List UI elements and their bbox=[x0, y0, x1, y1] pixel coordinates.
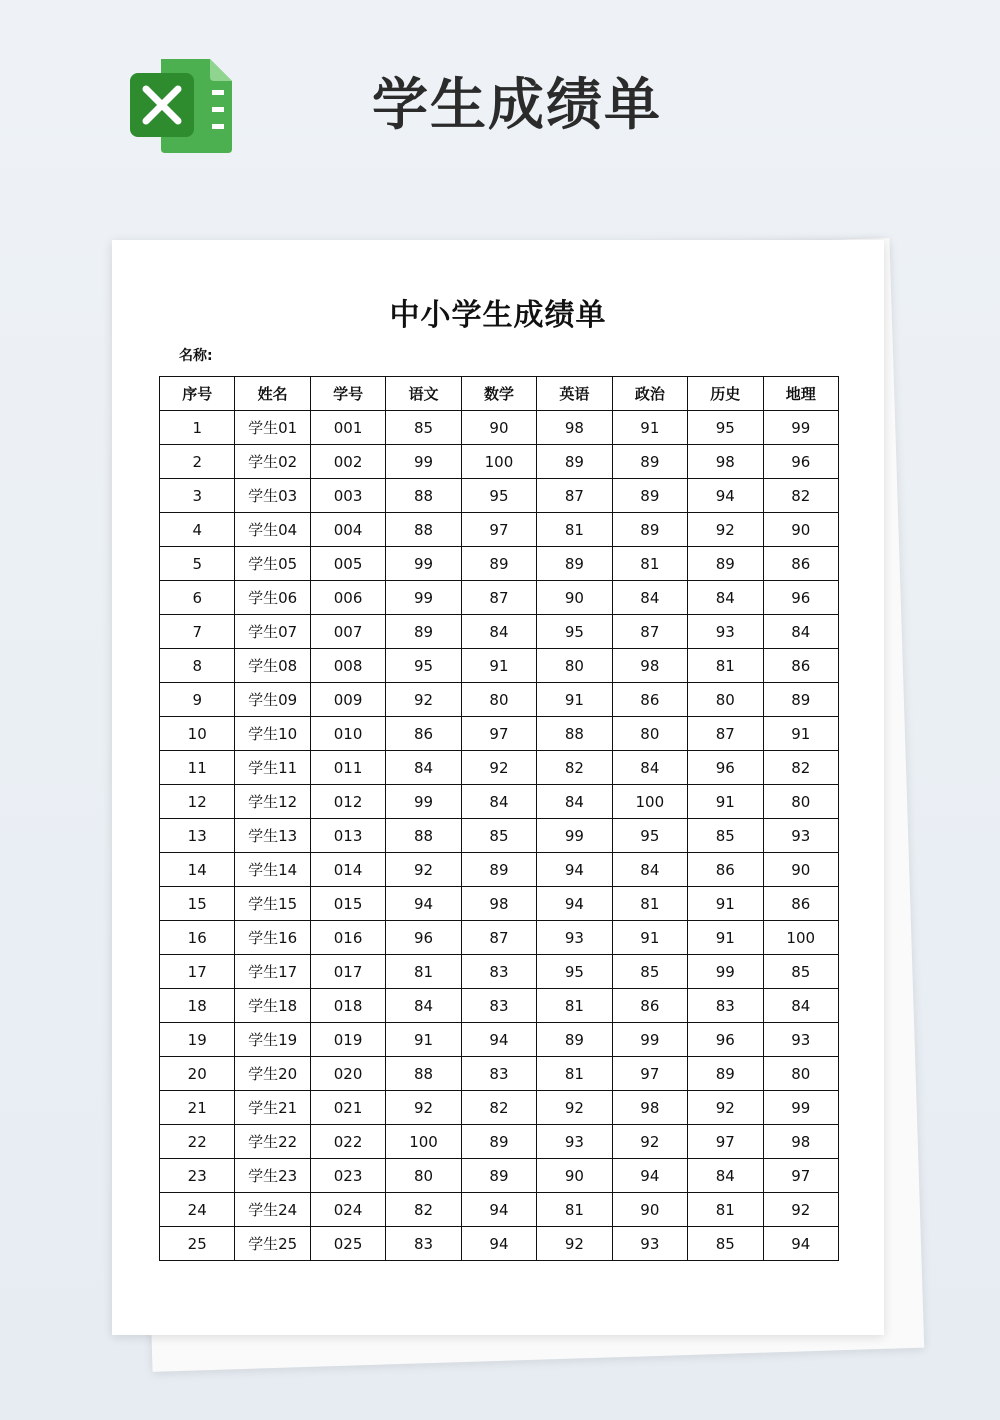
table-cell: 005 bbox=[310, 547, 385, 581]
column-header: 姓名 bbox=[235, 377, 310, 411]
table-cell: 008 bbox=[310, 649, 385, 683]
table-cell: 84 bbox=[612, 581, 687, 615]
column-header: 学号 bbox=[310, 377, 385, 411]
table-cell: 84 bbox=[386, 989, 461, 1023]
table-cell: 95 bbox=[461, 479, 536, 513]
table-cell: 7 bbox=[160, 615, 235, 649]
table-cell: 4 bbox=[160, 513, 235, 547]
table-cell: 84 bbox=[688, 581, 763, 615]
table-cell: 99 bbox=[386, 581, 461, 615]
table-row bbox=[160, 1227, 839, 1261]
table-cell: 84 bbox=[461, 785, 536, 819]
table-cell: 018 bbox=[310, 989, 385, 1023]
table-row bbox=[160, 717, 839, 751]
table-cell: 93 bbox=[688, 615, 763, 649]
table-cell: 91 bbox=[688, 887, 763, 921]
table-cell: 87 bbox=[461, 581, 536, 615]
table-cell: 81 bbox=[386, 955, 461, 989]
table-cell: 023 bbox=[310, 1159, 385, 1193]
table-cell: 18 bbox=[160, 989, 235, 1023]
table-row bbox=[160, 1023, 839, 1057]
table-cell: 96 bbox=[763, 581, 839, 615]
table-cell: 89 bbox=[612, 445, 687, 479]
table-cell: 15 bbox=[160, 887, 235, 921]
table-cell: 学生15 bbox=[235, 887, 310, 921]
table-cell: 003 bbox=[310, 479, 385, 513]
table-cell: 99 bbox=[537, 819, 612, 853]
table-cell: 88 bbox=[386, 513, 461, 547]
table-row bbox=[160, 819, 839, 853]
table-cell: 学生14 bbox=[235, 853, 310, 887]
table-cell: 89 bbox=[612, 479, 687, 513]
table-cell: 95 bbox=[386, 649, 461, 683]
table-cell: 学生16 bbox=[235, 921, 310, 955]
table-cell: 89 bbox=[461, 1125, 536, 1159]
table-cell: 学生22 bbox=[235, 1125, 310, 1159]
table-cell: 004 bbox=[310, 513, 385, 547]
table-cell: 83 bbox=[461, 989, 536, 1023]
table-cell: 89 bbox=[461, 547, 536, 581]
table-cell: 学生25 bbox=[235, 1227, 310, 1261]
table-cell: 92 bbox=[537, 1227, 612, 1261]
table-cell: 96 bbox=[386, 921, 461, 955]
table-cell: 21 bbox=[160, 1091, 235, 1125]
table-cell: 学生20 bbox=[235, 1057, 310, 1091]
table-cell: 89 bbox=[461, 1159, 536, 1193]
table-cell: 83 bbox=[461, 955, 536, 989]
table-cell: 学生19 bbox=[235, 1023, 310, 1057]
table-cell: 015 bbox=[310, 887, 385, 921]
table-cell: 92 bbox=[386, 1091, 461, 1125]
table-cell: 86 bbox=[612, 683, 687, 717]
table-cell: 90 bbox=[537, 581, 612, 615]
table-cell: 99 bbox=[763, 411, 839, 445]
table-cell: 学生04 bbox=[235, 513, 310, 547]
table-cell: 90 bbox=[763, 853, 839, 887]
table-cell: 81 bbox=[537, 989, 612, 1023]
table-cell: 89 bbox=[688, 547, 763, 581]
table-cell: 91 bbox=[537, 683, 612, 717]
table-cell: 85 bbox=[612, 955, 687, 989]
table-cell: 88 bbox=[537, 717, 612, 751]
table-cell: 80 bbox=[386, 1159, 461, 1193]
table-cell: 11 bbox=[160, 751, 235, 785]
table-cell: 82 bbox=[386, 1193, 461, 1227]
table-cell: 019 bbox=[310, 1023, 385, 1057]
table-cell: 80 bbox=[537, 649, 612, 683]
table-cell: 94 bbox=[386, 887, 461, 921]
table-cell: 84 bbox=[763, 615, 839, 649]
table-cell: 学生23 bbox=[235, 1159, 310, 1193]
table-cell: 91 bbox=[688, 921, 763, 955]
table-row bbox=[160, 751, 839, 785]
table-row bbox=[160, 785, 839, 819]
table-cell: 100 bbox=[461, 445, 536, 479]
table-cell: 022 bbox=[310, 1125, 385, 1159]
table-cell: 23 bbox=[160, 1159, 235, 1193]
table-cell: 96 bbox=[763, 445, 839, 479]
table-cell: 84 bbox=[763, 989, 839, 1023]
table-cell: 80 bbox=[763, 1057, 839, 1091]
table-cell: 92 bbox=[386, 683, 461, 717]
table-cell: 81 bbox=[612, 887, 687, 921]
table-cell: 99 bbox=[386, 785, 461, 819]
table-row bbox=[160, 615, 839, 649]
column-header: 语文 bbox=[386, 377, 461, 411]
table-cell: 94 bbox=[688, 479, 763, 513]
table-cell: 89 bbox=[537, 1023, 612, 1057]
table-cell: 85 bbox=[688, 819, 763, 853]
table-cell: 学生01 bbox=[235, 411, 310, 445]
table-cell: 87 bbox=[537, 479, 612, 513]
table-cell: 学生09 bbox=[235, 683, 310, 717]
table-cell: 学生21 bbox=[235, 1091, 310, 1125]
table-cell: 017 bbox=[310, 955, 385, 989]
document-title: 中小学生成绩单 bbox=[389, 298, 607, 333]
table-cell: 22 bbox=[160, 1125, 235, 1159]
column-header: 序号 bbox=[160, 377, 235, 411]
table-cell: 93 bbox=[612, 1227, 687, 1261]
table-cell: 90 bbox=[537, 1159, 612, 1193]
table-cell: 95 bbox=[537, 955, 612, 989]
table-cell: 81 bbox=[537, 513, 612, 547]
table-cell: 24 bbox=[160, 1193, 235, 1227]
table-cell: 83 bbox=[688, 989, 763, 1023]
table-cell: 学生07 bbox=[235, 615, 310, 649]
table-row bbox=[160, 1193, 839, 1227]
table-cell: 81 bbox=[537, 1057, 612, 1091]
table-cell: 014 bbox=[310, 853, 385, 887]
table-cell: 024 bbox=[310, 1193, 385, 1227]
table-cell: 94 bbox=[612, 1159, 687, 1193]
table-cell: 81 bbox=[537, 1193, 612, 1227]
table-cell: 8 bbox=[160, 649, 235, 683]
table-cell: 16 bbox=[160, 921, 235, 955]
table-cell: 1 bbox=[160, 411, 235, 445]
table-cell: 13 bbox=[160, 819, 235, 853]
table-row bbox=[160, 411, 839, 445]
table-cell: 84 bbox=[688, 1159, 763, 1193]
table-cell: 86 bbox=[763, 649, 839, 683]
table-cell: 85 bbox=[461, 819, 536, 853]
table-cell: 92 bbox=[763, 1193, 839, 1227]
table-cell: 91 bbox=[386, 1023, 461, 1057]
table-cell: 80 bbox=[763, 785, 839, 819]
table-cell: 90 bbox=[612, 1193, 687, 1227]
table-cell: 82 bbox=[461, 1091, 536, 1125]
table-cell: 学生08 bbox=[235, 649, 310, 683]
table-row bbox=[160, 547, 839, 581]
table-cell: 学生24 bbox=[235, 1193, 310, 1227]
table-row bbox=[160, 1159, 839, 1193]
table-cell: 92 bbox=[386, 853, 461, 887]
table-cell: 84 bbox=[612, 751, 687, 785]
table-cell: 100 bbox=[612, 785, 687, 819]
table-cell: 88 bbox=[386, 479, 461, 513]
table-cell: 85 bbox=[386, 411, 461, 445]
table-row bbox=[160, 479, 839, 513]
table-cell: 89 bbox=[461, 853, 536, 887]
table-cell: 学生06 bbox=[235, 581, 310, 615]
table-cell: 86 bbox=[763, 887, 839, 921]
table-cell: 94 bbox=[537, 887, 612, 921]
table-row bbox=[160, 955, 839, 989]
table-cell: 86 bbox=[763, 547, 839, 581]
table-cell: 87 bbox=[688, 717, 763, 751]
table-cell: 19 bbox=[160, 1023, 235, 1057]
table-cell: 6 bbox=[160, 581, 235, 615]
table-cell: 10 bbox=[160, 717, 235, 751]
table-row bbox=[160, 445, 839, 479]
table-cell: 84 bbox=[537, 785, 612, 819]
table-cell: 97 bbox=[461, 717, 536, 751]
table-cell: 学生18 bbox=[235, 989, 310, 1023]
table-row bbox=[160, 649, 839, 683]
table-cell: 86 bbox=[386, 717, 461, 751]
table-cell: 97 bbox=[612, 1057, 687, 1091]
table-cell: 98 bbox=[688, 445, 763, 479]
table-cell: 学生03 bbox=[235, 479, 310, 513]
table-cell: 90 bbox=[763, 513, 839, 547]
table-cell: 91 bbox=[612, 921, 687, 955]
column-header: 历史 bbox=[688, 377, 763, 411]
banner bbox=[0, 0, 1000, 200]
table-cell: 17 bbox=[160, 955, 235, 989]
table-cell: 99 bbox=[688, 955, 763, 989]
table-cell: 87 bbox=[461, 921, 536, 955]
table-cell: 92 bbox=[612, 1125, 687, 1159]
table-cell: 82 bbox=[537, 751, 612, 785]
table-cell: 009 bbox=[310, 683, 385, 717]
column-header: 地理 bbox=[763, 377, 839, 411]
table-cell: 012 bbox=[310, 785, 385, 819]
table-cell: 001 bbox=[310, 411, 385, 445]
table-cell: 80 bbox=[461, 683, 536, 717]
excel-icon bbox=[128, 57, 234, 154]
table-cell: 100 bbox=[763, 921, 839, 955]
table-cell: 007 bbox=[310, 615, 385, 649]
table-cell: 94 bbox=[461, 1227, 536, 1261]
table-cell: 96 bbox=[688, 751, 763, 785]
banner-title: 学生成绩单 bbox=[372, 73, 662, 138]
table-row bbox=[160, 683, 839, 717]
table-row bbox=[160, 989, 839, 1023]
table-cell: 89 bbox=[763, 683, 839, 717]
table-cell: 93 bbox=[763, 1023, 839, 1057]
table-cell: 93 bbox=[763, 819, 839, 853]
column-header: 英语 bbox=[537, 377, 612, 411]
table-cell: 87 bbox=[612, 615, 687, 649]
table-cell: 学生13 bbox=[235, 819, 310, 853]
table-cell: 82 bbox=[763, 751, 839, 785]
table-header-row bbox=[160, 377, 839, 411]
table-cell: 学生11 bbox=[235, 751, 310, 785]
table-cell: 89 bbox=[537, 445, 612, 479]
table-cell: 9 bbox=[160, 683, 235, 717]
table-cell: 81 bbox=[688, 1193, 763, 1227]
table-cell: 80 bbox=[688, 683, 763, 717]
table-cell: 5 bbox=[160, 547, 235, 581]
table-row bbox=[160, 1057, 839, 1091]
document-sheet bbox=[112, 240, 884, 1335]
table-cell: 97 bbox=[688, 1125, 763, 1159]
table-cell: 94 bbox=[763, 1227, 839, 1261]
table-cell: 025 bbox=[310, 1227, 385, 1261]
column-header: 政治 bbox=[612, 377, 687, 411]
table-row bbox=[160, 581, 839, 615]
table-cell: 85 bbox=[763, 955, 839, 989]
table-row bbox=[160, 921, 839, 955]
table-cell: 92 bbox=[688, 1091, 763, 1125]
table-cell: 89 bbox=[612, 513, 687, 547]
table-cell: 99 bbox=[763, 1091, 839, 1125]
table-cell: 2 bbox=[160, 445, 235, 479]
table-cell: 88 bbox=[386, 1057, 461, 1091]
table-cell: 96 bbox=[688, 1023, 763, 1057]
table-cell: 013 bbox=[310, 819, 385, 853]
table-cell: 88 bbox=[386, 819, 461, 853]
table-cell: 91 bbox=[461, 649, 536, 683]
column-header: 数学 bbox=[461, 377, 536, 411]
table-cell: 20 bbox=[160, 1057, 235, 1091]
table-cell: 91 bbox=[763, 717, 839, 751]
table-cell: 99 bbox=[386, 445, 461, 479]
table-cell: 84 bbox=[612, 853, 687, 887]
table-cell: 学生12 bbox=[235, 785, 310, 819]
table-cell: 81 bbox=[688, 649, 763, 683]
table-cell: 90 bbox=[461, 411, 536, 445]
table-cell: 94 bbox=[461, 1193, 536, 1227]
table-cell: 85 bbox=[688, 1227, 763, 1261]
table-cell: 020 bbox=[310, 1057, 385, 1091]
table-cell: 学生10 bbox=[235, 717, 310, 751]
table-cell: 81 bbox=[612, 547, 687, 581]
table-cell: 94 bbox=[461, 1023, 536, 1057]
table-cell: 91 bbox=[612, 411, 687, 445]
table-cell: 学生17 bbox=[235, 955, 310, 989]
table-cell: 86 bbox=[688, 853, 763, 887]
table-cell: 002 bbox=[310, 445, 385, 479]
table-cell: 99 bbox=[612, 1023, 687, 1057]
table-cell: 学生05 bbox=[235, 547, 310, 581]
table-row bbox=[160, 887, 839, 921]
table-cell: 95 bbox=[688, 411, 763, 445]
table-cell: 98 bbox=[537, 411, 612, 445]
table-cell: 12 bbox=[160, 785, 235, 819]
table-cell: 83 bbox=[386, 1227, 461, 1261]
table-cell: 97 bbox=[461, 513, 536, 547]
table-cell: 021 bbox=[310, 1091, 385, 1125]
table-cell: 93 bbox=[537, 1125, 612, 1159]
table-cell: 80 bbox=[612, 717, 687, 751]
table-row bbox=[160, 513, 839, 547]
table-cell: 3 bbox=[160, 479, 235, 513]
table-cell: 010 bbox=[310, 717, 385, 751]
table-cell: 83 bbox=[461, 1057, 536, 1091]
table-cell: 97 bbox=[763, 1159, 839, 1193]
table-cell: 93 bbox=[537, 921, 612, 955]
table-cell: 100 bbox=[386, 1125, 461, 1159]
table-cell: 98 bbox=[612, 1091, 687, 1125]
table-row bbox=[160, 1091, 839, 1125]
grades-table bbox=[159, 376, 839, 1261]
table-body bbox=[160, 411, 839, 1261]
table-cell: 98 bbox=[461, 887, 536, 921]
table-cell: 98 bbox=[612, 649, 687, 683]
table-cell: 25 bbox=[160, 1227, 235, 1261]
table-cell: 94 bbox=[537, 853, 612, 887]
table-cell: 89 bbox=[537, 547, 612, 581]
table-cell: 95 bbox=[537, 615, 612, 649]
table-cell: 84 bbox=[461, 615, 536, 649]
table-cell: 95 bbox=[612, 819, 687, 853]
table-cell: 84 bbox=[386, 751, 461, 785]
name-label: 名称: bbox=[179, 348, 213, 364]
table-cell: 学生02 bbox=[235, 445, 310, 479]
table-cell: 99 bbox=[386, 547, 461, 581]
table-cell: 82 bbox=[763, 479, 839, 513]
table-cell: 86 bbox=[612, 989, 687, 1023]
table-cell: 89 bbox=[688, 1057, 763, 1091]
table-cell: 016 bbox=[310, 921, 385, 955]
table-row bbox=[160, 1125, 839, 1159]
table-cell: 98 bbox=[763, 1125, 839, 1159]
table-cell: 006 bbox=[310, 581, 385, 615]
table-cell: 14 bbox=[160, 853, 235, 887]
table-cell: 92 bbox=[688, 513, 763, 547]
table-cell: 92 bbox=[461, 751, 536, 785]
table-row bbox=[160, 853, 839, 887]
table-cell: 92 bbox=[537, 1091, 612, 1125]
table-cell: 011 bbox=[310, 751, 385, 785]
table-cell: 89 bbox=[386, 615, 461, 649]
table-cell: 91 bbox=[688, 785, 763, 819]
